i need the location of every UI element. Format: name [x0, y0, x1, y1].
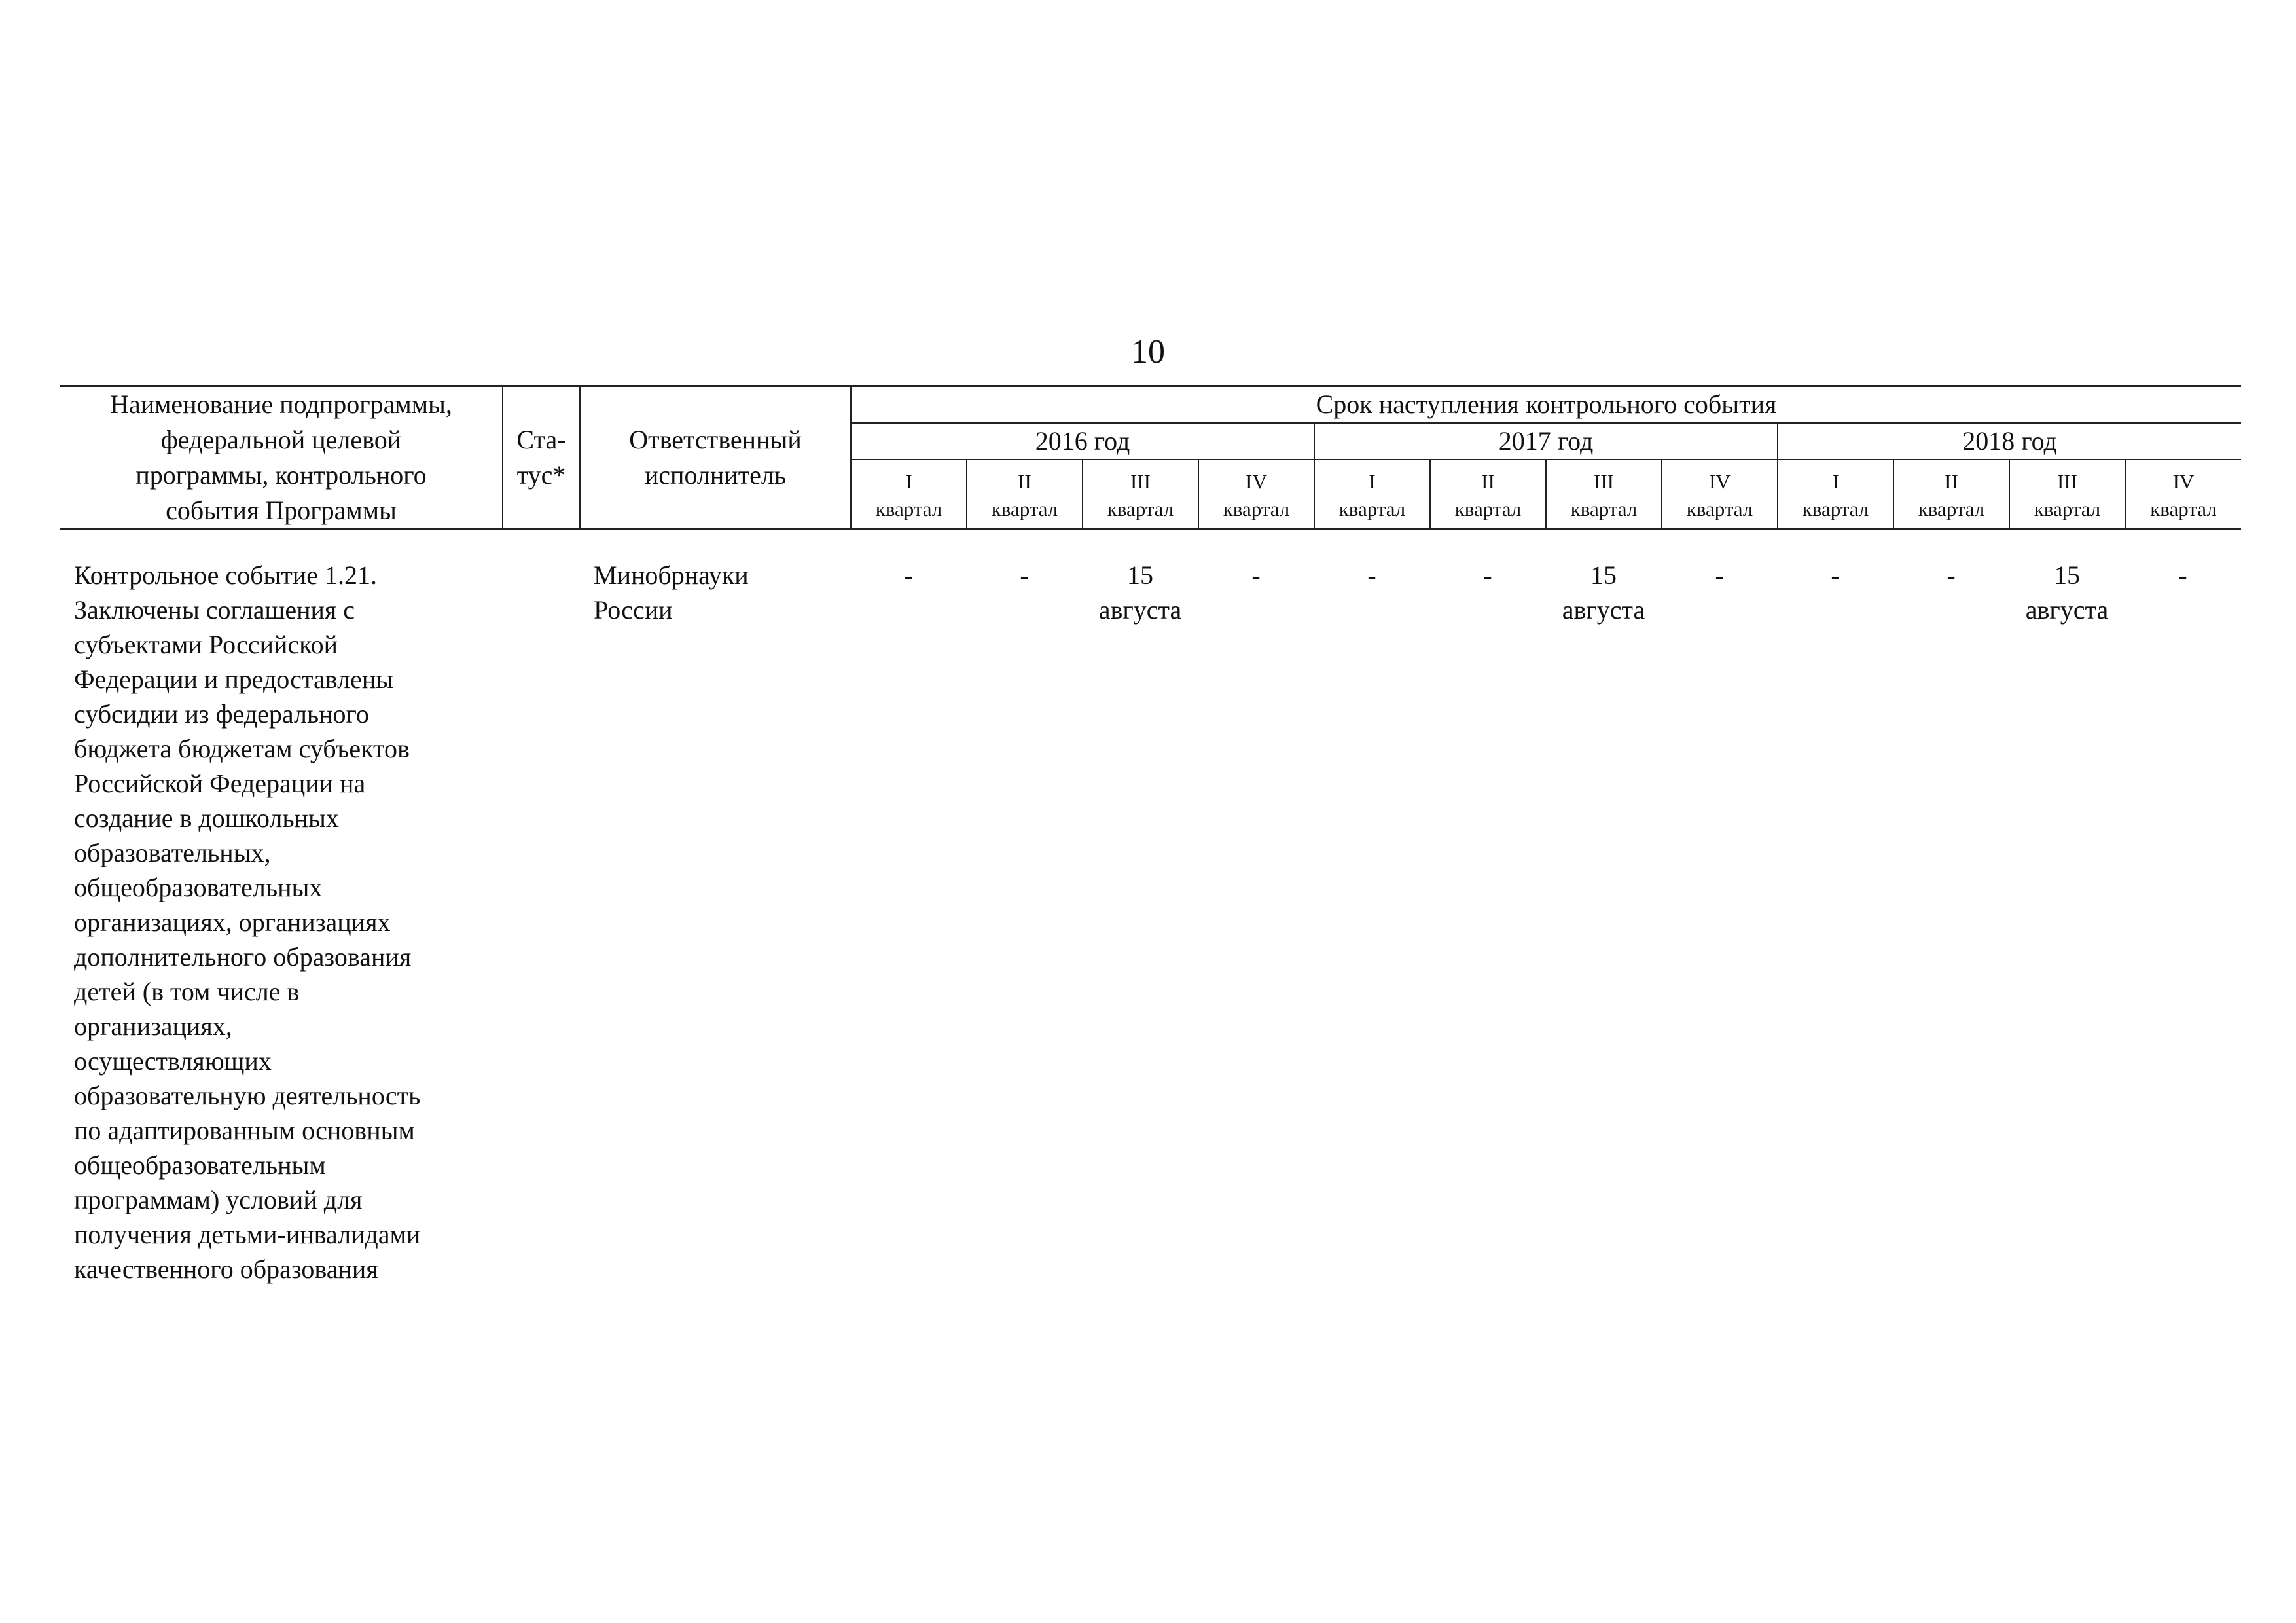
header-quarter: III квартал: [2009, 460, 2125, 529]
quarter-value-cell: -: [1020, 560, 1029, 590]
header-deadline-title: Срок наступления контрольного события: [851, 386, 2241, 424]
header-quarter: I квартал: [1778, 460, 1893, 529]
header-quarter: III квартал: [1083, 460, 1198, 529]
quarter-value-cell: -: [904, 560, 913, 590]
header-quarter: IV квартал: [2125, 460, 2241, 529]
quarter-value-cell: -: [1715, 560, 1724, 590]
header-year-2018: 2018 год: [1778, 423, 2241, 460]
quarter-value-cell: 15 августа: [2025, 560, 2109, 625]
deadline-table-header: [60, 385, 2241, 530]
header-quarter: I квартал: [851, 460, 967, 529]
header-executor-column: Ответственный исполнитель: [580, 386, 851, 530]
quarter-value-cell: 15 августа: [1098, 560, 1182, 625]
quarter-value-cell: 15 августа: [1562, 560, 1645, 625]
header-quarter: I квартал: [1314, 460, 1430, 529]
header-quarter: II квартал: [1893, 460, 2009, 529]
header-quarter: IV квартал: [1198, 460, 1314, 529]
header-name-column: Наименование подпрограммы, федеральной целевой программы, контрольного события Программы: [60, 386, 503, 530]
quarter-value-cell: -: [1831, 560, 1840, 590]
header-year-2017: 2017 год: [1314, 423, 1778, 460]
quarter-value-cell: -: [1483, 560, 1492, 590]
event-name-cell: Контрольное событие 1.21. Заключены соглашения с субъектами Российской Федерации и предоставлены субсидии из федерального бюджета бюджетам субъектов Российской Федерации на создание в дошкольных образовательных, общеобразовательных организациях, организациях дополнительного образования детей (в том числе в организациях, осуществляющих образовательную деятельность по адаптированным основным общеобразовательным программам) условий для получения детьми-инвалидами качественного образования: [74, 560, 421, 1284]
executor-cell: Минобрнауки России: [594, 560, 749, 625]
header-quarter: IV квартал: [1662, 460, 1778, 529]
quarter-value-cell: -: [2178, 560, 2187, 590]
header-year-2016: 2016 год: [851, 423, 1314, 460]
quarter-value-cell: -: [1251, 560, 1261, 590]
page-number: 10: [1131, 333, 1165, 371]
quarter-value-cell: -: [1367, 560, 1376, 590]
header-status-column: Ста- тус*: [503, 386, 580, 530]
quarter-value-cell: -: [1946, 560, 1956, 590]
header-quarter: II квартал: [967, 460, 1083, 529]
header-quarter: II квартал: [1430, 460, 1546, 529]
header-quarter: III квартал: [1546, 460, 1662, 529]
